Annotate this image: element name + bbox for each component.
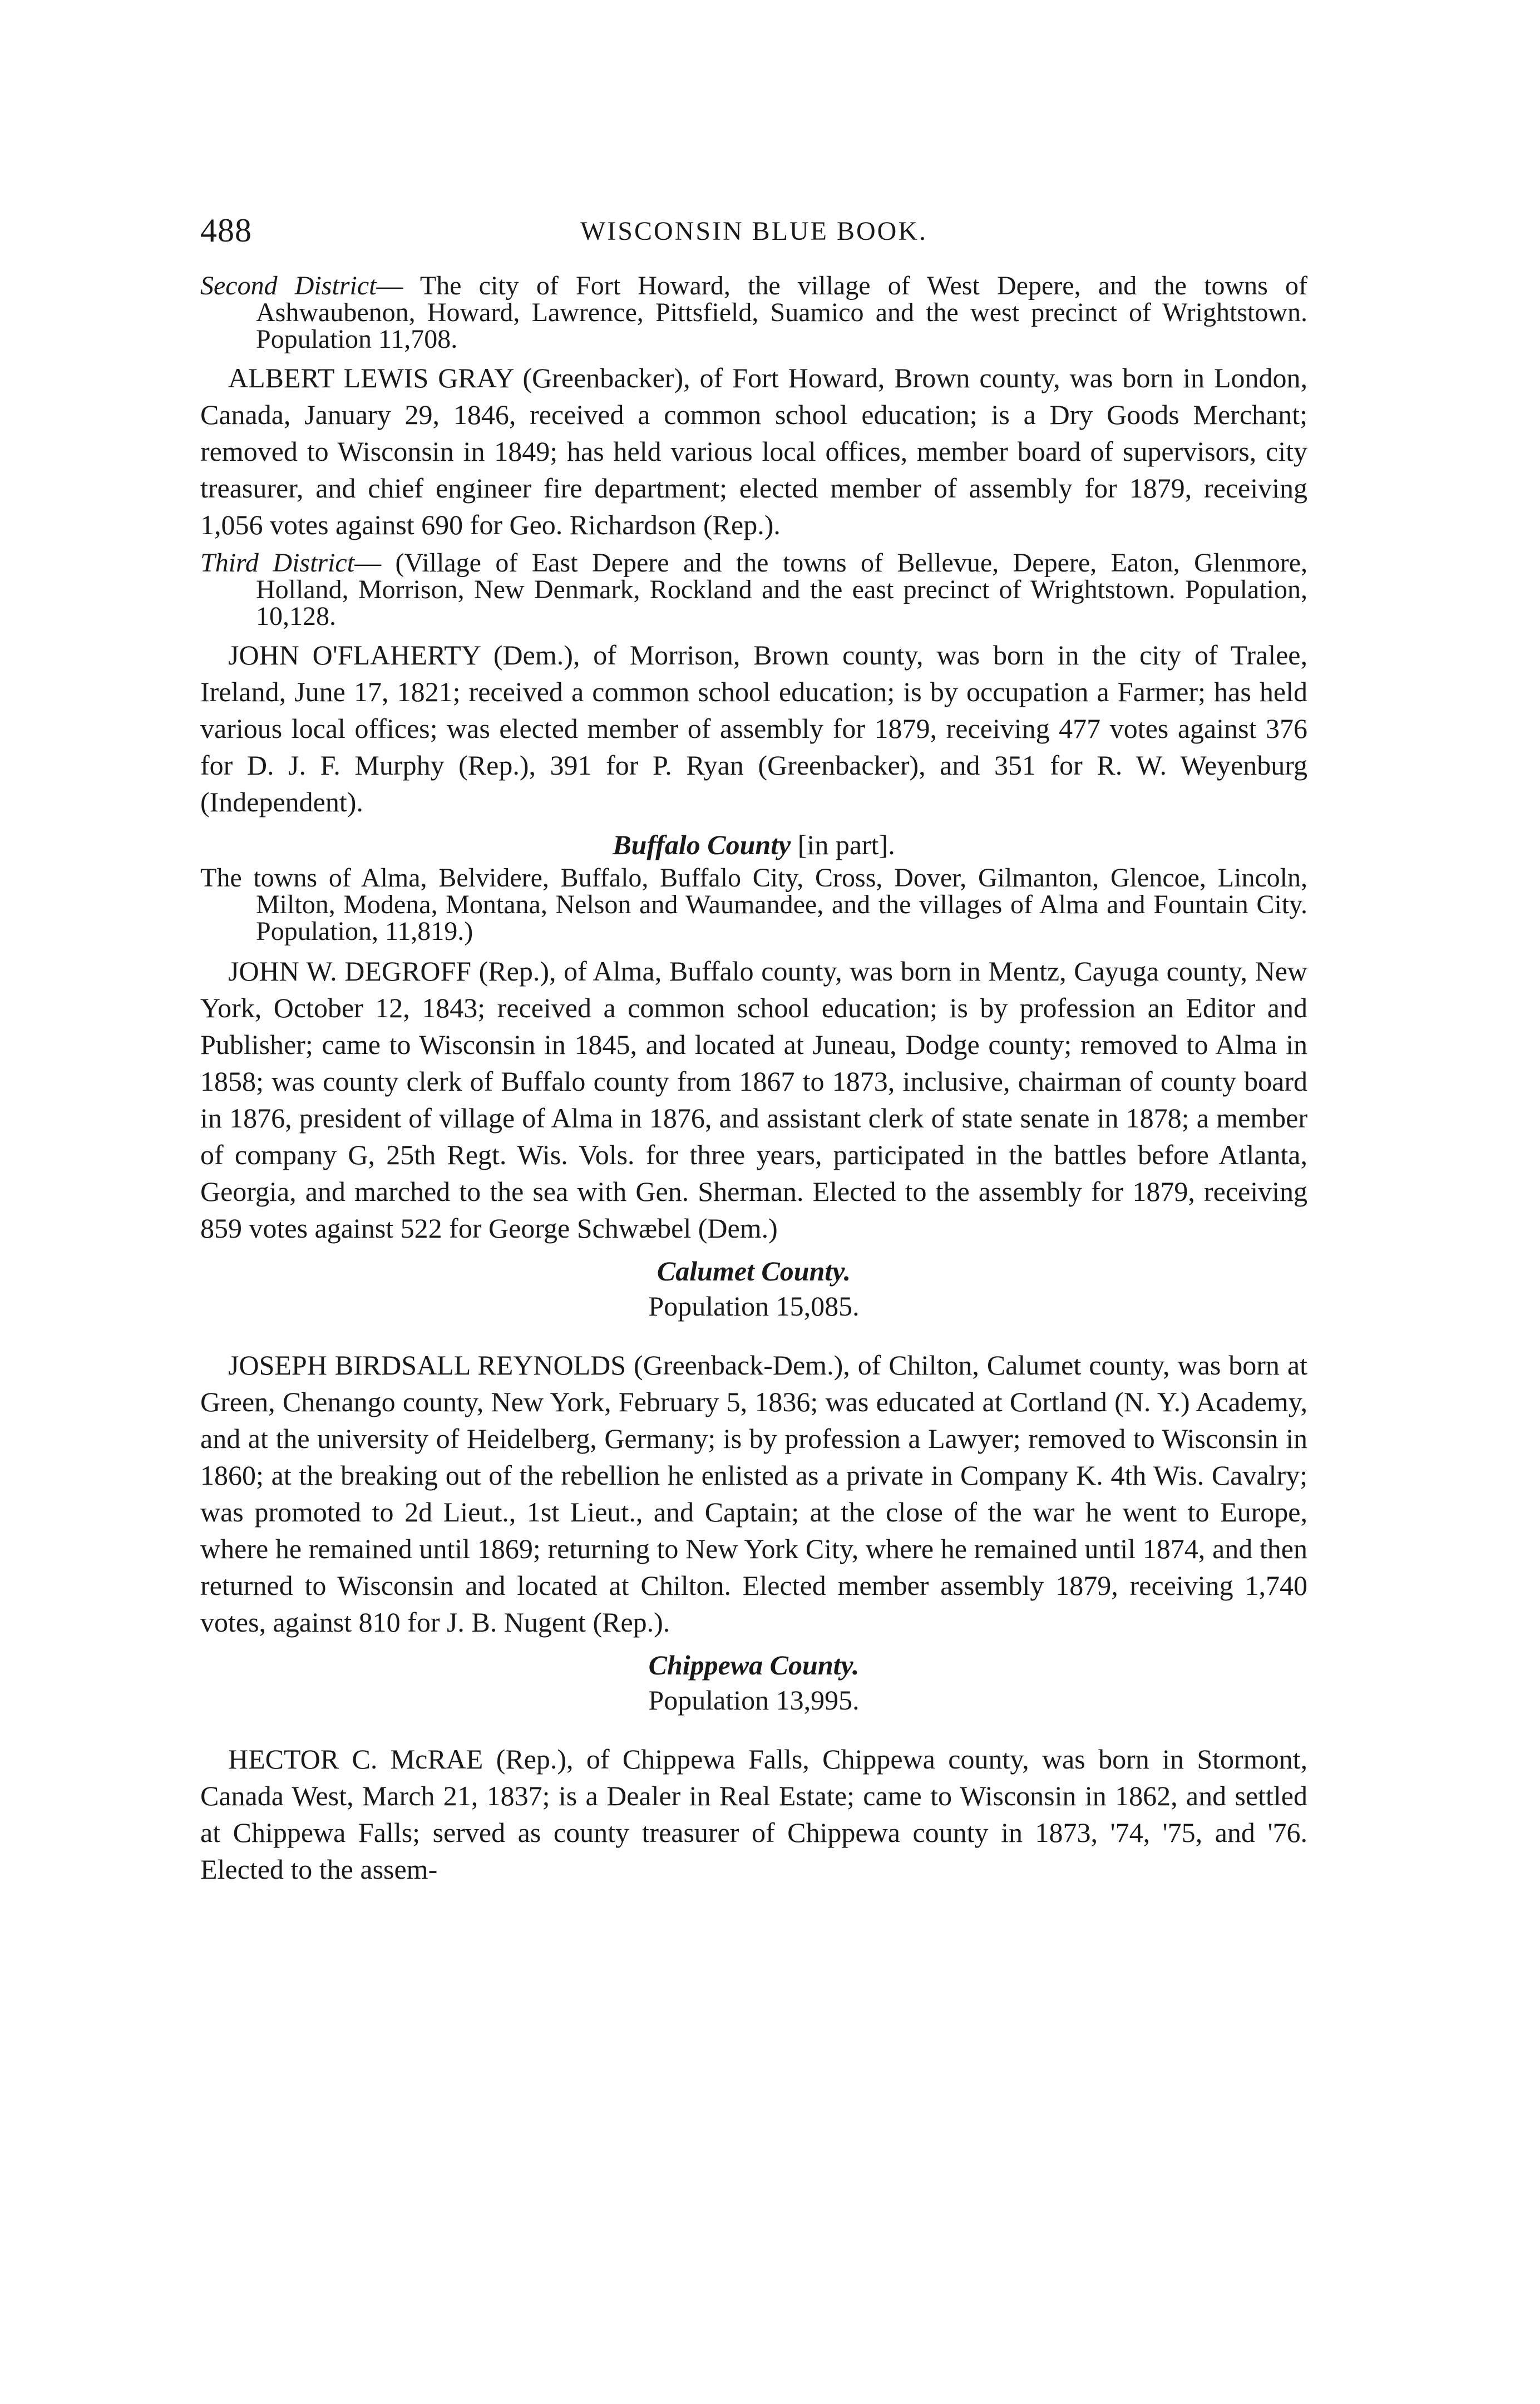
second-district-text: — The city of Fort Howard, the village of West Depere, and the towns of Ashwaubenon, Howard, Lawrence, Pittsfield, Suamico and the west precinct of Wrightstown. Population 11,708. bbox=[256, 271, 1307, 354]
calumet-county-heading: Calumet County. bbox=[657, 1255, 851, 1287]
biography-albert-lewis-gray: ALBERT LEWIS GRAY (Greenbacker), of Fort Howard, Brown county, was born in London, Canada, January 29, 1846, received a common school education; is a Dry Goods Merchant; removed to Wisconsin in 1849; has held various local offices, member board of supervisors, city treasurer, and chief engineer fire department; elected member of assembly for 1879, receiving 1,056 votes against 690 for Geo. Richardson (Rep.). bbox=[200, 362, 1307, 540]
biography-hector-c-mcrae: HECTOR C. McRAE (Rep.), of Chippewa Falls, Chippewa county, was born in Stormont, Canada West, March 21, 1837; is a Dealer in Real Estate; came to Wisconsin in 1862, and settled at Chippewa Falls; served as county treasurer of Chippewa county in 1873, '74, '75, and '76. Elected to the assem- bbox=[200, 1743, 1307, 1885]
calumet-county-population: Population 15,085. bbox=[648, 1290, 860, 1322]
buffalo-county-towns: The towns of Alma, Belvidere, Buffalo, Buffalo City, Cross, Dover, Gilmanton, Glencoe, Lincoln, Milton, Modena, Montana, Nelson and Waumandee, and the villages of Alma and Fountain City. Population, 11,819.) bbox=[200, 863, 1307, 946]
book-page bbox=[200, 211, 1307, 1894]
running-title: WISCONSIN BLUE BOOK. bbox=[580, 216, 927, 246]
third-district-paragraph bbox=[200, 550, 1307, 630]
third-district-lead: Third District bbox=[200, 548, 355, 578]
page-header bbox=[200, 211, 1307, 273]
second-district-lead: Second District bbox=[200, 271, 377, 300]
third-district-text: — (Village of East Depere and the towns of Bellevue, Depere, Eaton, Glenmore, Holland, Morrison, New Denmark, Rockland and the east precinct of Wrightstown. Population, 10,128. bbox=[256, 548, 1307, 631]
page-number: 488 bbox=[200, 212, 252, 249]
second-district-paragraph bbox=[200, 273, 1307, 353]
biography-joseph-birdsall-reynolds: JOSEPH BIRDSALL REYNOLDS (Greenback-Dem.), of Chilton, Calumet county, was born at Green, Chenango county, New York, February 5, 1836; was educated at Cortland (N. Y.) Academy, and at the university of Heidelberg, Germany; is by profession a Lawyer; removed to Wisconsin in 1860; at the breaking out of the rebellion he enlisted as a private in Company K. 4th Wis. Cavalry; was promoted to 2d Lieut., 1st Lieut., and Captain; at the close of the war he went to Europe, where he remained until 1869; returning to New York City, where he remained until 1874, and then returned to Wisconsin and located at Chilton. Elected member assembly 1879, receiving 1,740 votes, against 810 for J. B. Nugent (Rep.). bbox=[200, 1349, 1307, 1638]
buffalo-county-title: Buffalo County bbox=[613, 829, 791, 860]
biography-john-oflaherty: JOHN O'FLAHERTY (Dem.), of Morrison, Brown county, was born in the city of Tralee, Ireland, June 17, 1821; received a common school education; is by occupation a Farmer; has held various local offices; was elected member of assembly for 1879, receiving 477 votes against 376 for D. J. F. Murphy (Rep.), 391 for P. Ryan (Greenbacker), and 351 for R. W. Weyenburg (Independent). bbox=[200, 639, 1307, 817]
biography-john-w-degroff: JOHN W. DEGROFF (Rep.), of Alma, Buffalo county, was born in Mentz, Cayuga county, New York, October 12, 1843; received a common school education; is by profession an Editor and Publisher; came to Wisconsin in 1845, and located at Juneau, Dodge county; removed to Alma in 1858; was county clerk of Buffalo county from 1867 to 1873, inclusive, chairman of county board in 1876, president of village of Alma in 1876, and assistant clerk of state senate in 1878; a member of company G, 25th Regt. Wis. Vols. for three years, participated in the battles before Atlanta, Georgia, and marched to the sea with Gen. Sherman. Elected to the assembly for 1879, receiving 859 votes against 522 for George Schwæbel (Dem.) bbox=[200, 955, 1307, 1244]
chippewa-county-heading: Chippewa County. bbox=[648, 1649, 860, 1681]
buffalo-county-qualifier: [in part]. bbox=[797, 829, 895, 860]
buffalo-county-heading bbox=[200, 827, 1307, 863]
chippewa-county-population: Population 13,995. bbox=[648, 1684, 860, 1716]
